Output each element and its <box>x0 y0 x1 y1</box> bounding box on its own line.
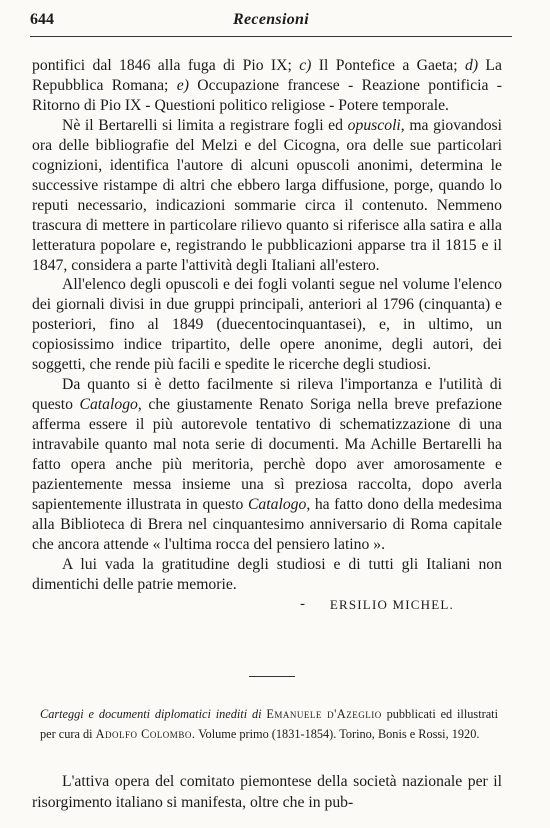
list-marker-c: c) <box>299 57 312 74</box>
list-marker-d: d) <box>464 57 479 74</box>
paragraph-4-text: , ha fatto dono della medesima alla Biblioteca di Brera nel cinquantesimo anniversario di Roma capitale che ancora attende « l'ultima rocca del pensiero latino ». <box>32 495 502 553</box>
paragraph-4-text: , che giustamente Renato Soriga nella breve prefazione afferma essere il più autorevole tentativo di schematizzazione di una intravabile quanto mal nota serie di documenti. Ma Achille Bertarelli ha fatto opera anche più meritoria, perchè dopo aver amorosamente e pazientemente messa insieme una sì preziosa raccolta, dopo averla sapientemente illustrata in questo <box>32 396 502 513</box>
review-entry-heading <box>40 704 498 744</box>
paragraph-2-text: , ma giovandosi ora delle bibliografie del Melzi e del Cicogna, ora delle sue particolari cognizioni, identifica l'autore di alcuni opuscoli anonimi, determina le successive ristampe di altri che ebbero larga diffusione, porge, quando lo reputi necessario, indicazioni sommarie circa il contenuto. Nemmeno trascura di mettere in particolare rilievo quanto si riferisce alla satira e alla letteratura popolare e, registrando le pubblicazioni apparse tra il 1815 e il 1847, considera a parte l'attività degli Italiani all'estero. <box>32 116 502 274</box>
italic-title: Catalogo <box>79 396 138 414</box>
running-title: Recensioni <box>233 11 309 28</box>
list-marker-e: e) <box>176 76 189 94</box>
publication-note: pubblicati ed illustrati per cura di <box>40 707 499 741</box>
italic-title: Catalogo <box>247 495 307 513</box>
paragraph-1-text: Il Pontefice a Gaeta; <box>311 57 465 74</box>
paragraph-1-text: pontifici dal 1846 alla fuga di Pio IX; <box>32 57 300 74</box>
paragraph-2 <box>32 116 502 276</box>
paragraph-5: A lui vada la gratitudine degli studiosi e di tutti gli Italiani non dimentichi delle patrie memorie. <box>32 555 502 593</box>
reviewed-work-editor: Adolfo Colombo. <box>95 727 196 741</box>
paragraph-4-text: Da quanto si è detto facilmente si rileva l'importanza e l'utilità di questo <box>32 376 502 414</box>
reviewed-work-author: Emanuele d'Azeglio <box>266 707 382 721</box>
publication-details: Volume primo (1831-1854). Torino, Bonis e Rossi, 1920. <box>198 727 480 741</box>
signature-dash: - <box>300 595 307 612</box>
paragraph-1 <box>32 56 502 116</box>
page-header <box>30 10 512 37</box>
next-review-paragraph: L'attiva opera del comitato piemontese della società nazionale per il risorgimento italiano si manifesta, oltre che in pub- <box>32 773 502 811</box>
page-number: 644 <box>30 11 54 28</box>
paragraph-4 <box>32 375 502 555</box>
paragraph-1-text: La Repubblica Romana; <box>32 57 502 94</box>
author-signature: ERSILIO MICHEL. <box>329 596 454 612</box>
section-separator <box>249 676 295 677</box>
signature-line <box>32 595 502 615</box>
review-body <box>32 56 502 615</box>
paragraph-1-text: Occupazione francese - Reazione pontificia - Ritorno di Pio IX - Questioni politico religiose - Potere temporale. <box>32 76 502 114</box>
reviewed-work-title: Carteggi e documenti diplomatici inediti di <box>40 707 262 721</box>
paragraph-3: All'elenco degli opuscoli e dei fogli volanti segue nel volume l'elenco dei giornali divisi in due gruppi principali, anteriori al 1796 (cinquanta) e posteriori, fino al 1849 (duecentocinquantasei), e, in ultimo, un copiosissimo indice tripartito, delle opere anonime, degli autori, dei soggetti, che rende più facili e spedite le ricerche degli studiosi. <box>32 276 502 374</box>
italic-term: opuscoli <box>347 116 401 134</box>
paragraph-2-text: Nè il Bertarelli si limita a registrare fogli ed <box>62 116 348 134</box>
